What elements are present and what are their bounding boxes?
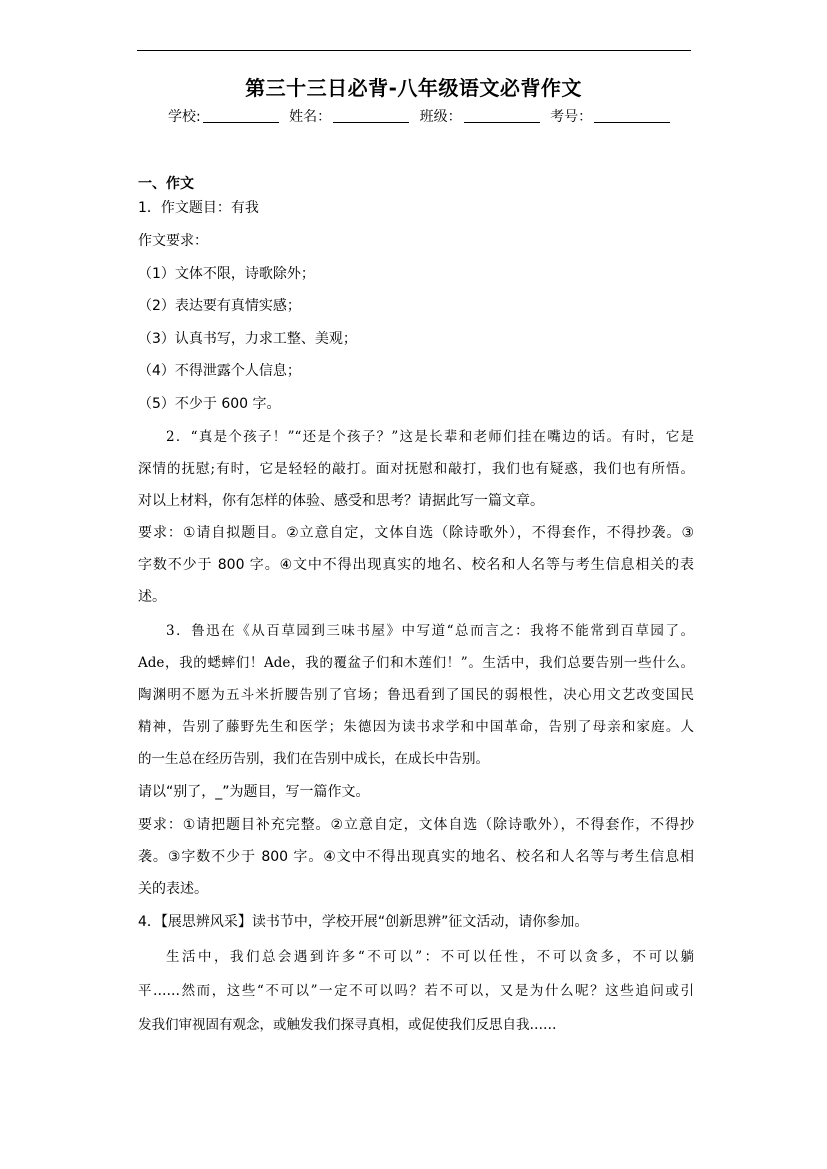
q4-title: 4．【展思辨风采】读书节中，学校开展“创新思辨”征文活动，请你参加。 [138, 914, 589, 930]
name-label: 姓名： [289, 109, 332, 125]
q2-prompt: 对以上材料，你有怎样的体验、感受和思考？请据此写一篇文章。 [138, 493, 544, 509]
q1-item: （4）不得泄露个人信息； [138, 363, 301, 379]
q3-material-line: Ade，我的蟋蟀们！Ade，我的覆盆子们和木莲们！”。生活中，我们总要告别一些什么。 [138, 655, 694, 671]
q3-prompt: 请以“别了，_”为题目，写一篇作文。 [138, 784, 370, 800]
q1-item: （1）文体不限，诗歌除外； [138, 266, 315, 282]
q4-material-line: 发我们审视固有观念，或触发我们探寻真相，或促使我们反思自我…… [138, 1017, 557, 1033]
q4-material-line: 平……然而，这些“不可以”一定不可以吗？若不可以，又是为什么呢？这些追问或引 [138, 983, 694, 999]
q3-req-line: 关的表述。 [138, 881, 208, 897]
student-info-line [168, 106, 676, 126]
q3-req-line: 要求：①请把题目补充完整。②立意自定，文体自选（除诗歌外），不得套作，不得抄 [138, 817, 694, 833]
q2-material-line: 深情的抚慰;有时，它是轻轻的敲打。面对抚慰和敲打，我们也有疑惑，我们也有所悟。 [138, 461, 694, 477]
exam-no-blank[interactable] [594, 108, 670, 123]
q3-material-line: 陶渊明不愿为五斗米折腰告别了官场；鲁迅看到了国民的弱根性，决心用文艺改变国民 [138, 687, 694, 703]
class-label: 班级： [419, 109, 462, 125]
q1-title: 1．作文题目：有我 [138, 200, 259, 216]
class-blank[interactable] [464, 108, 540, 123]
q1-req-heading: 作文要求： [138, 233, 208, 249]
school-label: 学校: [168, 109, 201, 125]
q2-req-line: 字数不少于 800 字。④文中不得出现真实的地名、校名和人名等与考生信息相关的表 [138, 557, 694, 573]
q1-item: （2）表达要有真情实感； [138, 298, 301, 314]
section-heading: 一、作文 [138, 176, 194, 192]
q3-material-line: 3．鲁迅在《从百草园到三味书屋》中写道“总而言之：我将不能常到百草园了。 [166, 623, 694, 639]
q3-material-line: 精神，告别了藤野先生和医学；朱德因为读书求学和中国革命，告别了母亲和家庭。人 [138, 719, 694, 735]
page-title: 第三十三日必背-八年级语文必背作文 [245, 76, 582, 100]
school-blank[interactable] [203, 108, 279, 123]
q3-material-line: 的一生总在经历告别，我们在告别中成长，在成长中告别。 [138, 751, 489, 767]
q2-req-line: 要求：①请自拟题目。②立意自定，文体自选（除诗歌外），不得套作，不得抄袭。③ [138, 525, 694, 541]
q1-item: （3）认真书写，力求工整、美观； [138, 331, 357, 347]
name-blank[interactable] [333, 108, 409, 123]
q1-item: （5）不少于 600 字。 [138, 396, 281, 412]
q2-req-line: 述。 [138, 589, 166, 605]
exam-no-label: 考号： [550, 109, 593, 125]
q4-material-line: 生活中，我们总会遇到许多“不可以”：不可以任性，不可以贪多，不可以躺 [166, 949, 694, 965]
q3-req-line: 袭。③字数不少于 800 字。④文中不得出现真实的地名、校名和人名等与考生信息相 [138, 849, 694, 865]
top-rule [137, 50, 691, 51]
q2-material-line: 2．“真是个孩子！”“还是个孩子？”这是长辈和老师们挂在嘴边的话。有时，它是 [166, 429, 694, 445]
